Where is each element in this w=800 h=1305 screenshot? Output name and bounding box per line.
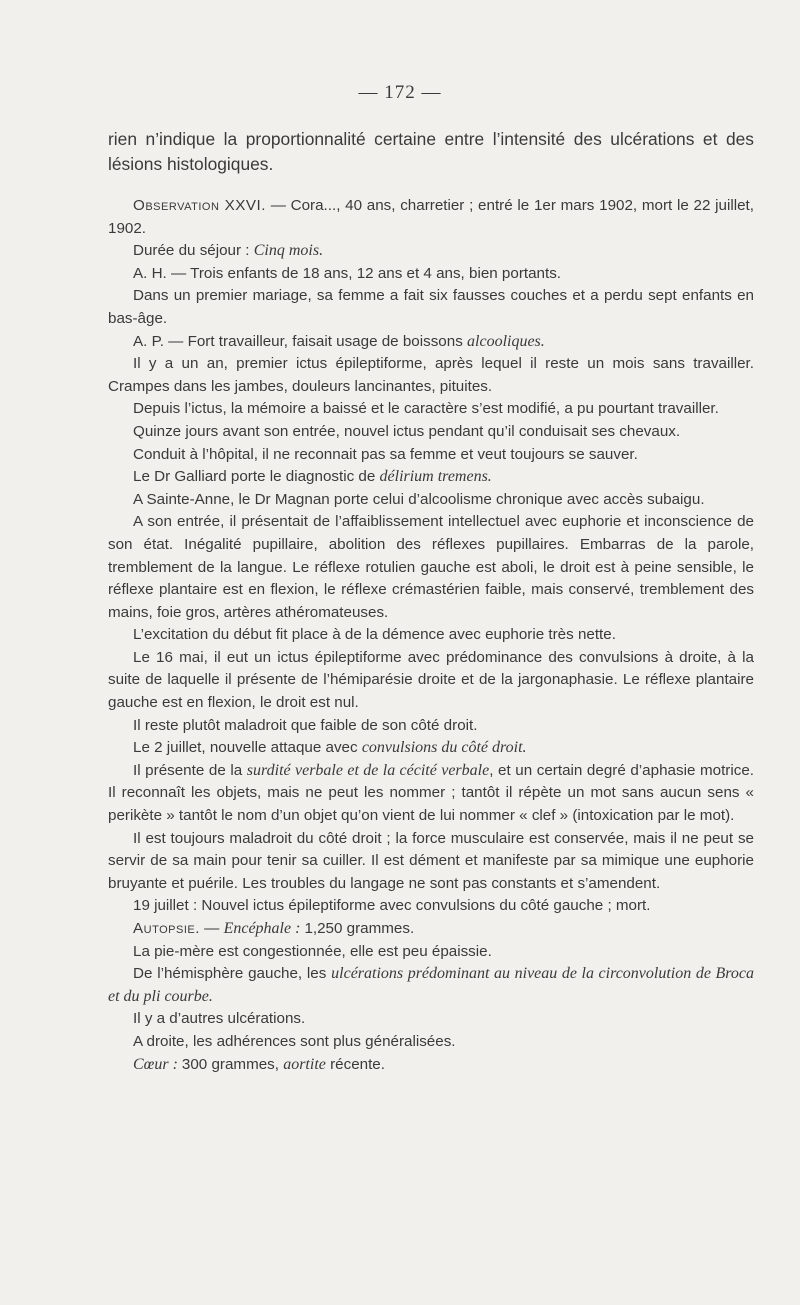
- pie-mere-line: La pie-mère est congestionnée, elle est peu épaissie.: [133, 942, 492, 960]
- galliard-italic: délirium tremens.: [379, 468, 492, 486]
- surdite-paragraph: [108, 760, 754, 828]
- juillet19-paragraph: 19 juillet : Nouvel ictus épileptiforme avec convulsions du côté gauche ; mort.: [133, 897, 651, 915]
- hemisphere-paragraph: [108, 963, 754, 1008]
- droite-line: A droite, les adhérences sont plus généralisées.: [133, 1032, 456, 1050]
- memoire-paragraph: Depuis l’ictus, la mémoire a baissé et le caractère s’est modifié, a pu pourtant travailler.: [133, 400, 719, 418]
- duree-value: Cinq mois.: [253, 242, 324, 260]
- juillet2-italic: convulsions du côté droit.: [361, 739, 527, 757]
- aorte-rest: récente.: [325, 1055, 385, 1073]
- juillet2-line: [108, 737, 754, 760]
- galliard-start: Le Dr Galliard porte le diagnostic de: [133, 468, 380, 486]
- galliard-line: [108, 466, 754, 489]
- mariage-paragraph: Dans un premier mariage, sa femme a fait six fausses couches et a perdu sept enfants en bas-âge.: [108, 287, 754, 327]
- autopsie-label: Autopsie.: [133, 920, 200, 937]
- surdite-italic: surdité verbale et de la cécité verbale: [246, 761, 490, 779]
- autres-line: Il y a d’autres ulcérations.: [133, 1010, 306, 1028]
- hemisphere-start: De l’hémisphère gauche, les: [133, 965, 332, 983]
- ap-start: A. P. — Fort travailleur, faisait usage de boissons: [133, 332, 468, 350]
- hemisphere-italic: ulcérations prédominant au niveau de la circonvolution de Broca et du pli courbe.: [108, 965, 754, 1005]
- duree-line: [108, 240, 754, 263]
- ah-line: A. H. — Trois enfants de 18 ans, 12 ans et 4 ans, bien portants.: [133, 264, 562, 282]
- autopsie-dash: —: [199, 920, 224, 937]
- surdite-rest: , et un certain degré d’aphasie motrice. Il reconnaît les objets, mais ne peut les nommer ; tantôt il répète un mot sans aucun sens « perikète » tantôt le nom d’un objet qu’on vient de lui nommer « clef » (intoxication par le mot).: [108, 761, 754, 825]
- magnan-paragraph: A Sainte-Anne, le Dr Magnan porte celui d’alcoolisme chronique avec accès subaigu.: [133, 490, 705, 508]
- observation-header: [108, 195, 754, 240]
- entree-paragraph: A son entrée, il présentait de l’affaiblissement intellectuel avec euphorie et inconscience de son état. Inégalité pupillaire, abolition des réflexes pupillaires. Embarras de la parole, tremblement de la langue. Le réflexe rotulien gauche est aboli, le droit est à peine sensible, le réflexe plantaire est en flexion, le réflexe crémastérien faible, mais conservé, tremblement des mains, foie gros, artères athéromateuses.: [108, 513, 754, 621]
- excitation-paragraph: L’excitation du début fit place à de la démence avec euphorie très nette.: [133, 626, 616, 644]
- body-text: [108, 127, 754, 1076]
- coeur-line: [108, 1054, 754, 1077]
- maladroit-paragraph: Il reste plutôt maladroit que faible de son côté droit.: [133, 716, 478, 734]
- mai-paragraph: Le 16 mai, il eut un ictus épileptiforme avec prédominance des convulsions à droite, à la suite de laquelle il présente de l’hémiparésie droite et de la jargonaphasie. Le réflexe plantaire gauche est en flexion, le droit est nul.: [108, 648, 754, 712]
- page-number: — 172 —: [358, 82, 442, 103]
- observation-header-rest: — Cora..., 40 ans, charretier ; entré le 1er mars 1902, mort le 22 juillet, 1902.: [108, 197, 754, 237]
- autopsie-line: [108, 918, 754, 941]
- ictus-paragraph: Il y a un an, premier ictus épileptiforme, après lequel il reste un mois sans travailler. Crampes dans les jambes, douleurs lancinantes, pituites.: [108, 355, 754, 395]
- coeur-italic: Cœur :: [133, 1055, 182, 1073]
- autopsie-rest: 1,250 grammes.: [304, 920, 415, 937]
- conduit-paragraph: Conduit à l’hôpital, il ne reconnait pas sa femme et veut toujours se sauver.: [133, 445, 638, 463]
- duree-label: Durée du séjour :: [133, 242, 254, 260]
- aorte-italic: aortite: [283, 1055, 326, 1073]
- observation-label: Observation XXVI.: [133, 197, 266, 214]
- quinze-paragraph: Quinze jours avant son entrée, nouvel ictus pendant qu’il conduisait ses chevaux.: [133, 422, 681, 440]
- surdite-start: Il présente de la: [133, 761, 247, 779]
- coeur-rest: 300 grammes,: [181, 1055, 284, 1073]
- ap-italic: alcooliques.: [467, 332, 545, 350]
- autopsie-italic: Encéphale :: [223, 920, 305, 937]
- juillet2-start: Le 2 juillet, nouvelle attaque avec: [133, 739, 362, 757]
- toujours-paragraph: Il est toujours maladroit du côté droit ; la force musculaire est conservée, mais il ne peut se servir de sa main pour tenir sa cuiller. Il est dément et manifeste par sa mimique une euphorie bruyante et puérile. Les troubles du langage ne sont pas constants et s’amendent.: [108, 829, 754, 892]
- intro-paragraph: rien n’indique la proportionnalité certaine entre l’intensité des ulcérations et des lésions histologiques.: [108, 129, 754, 174]
- ap-line: [108, 331, 754, 354]
